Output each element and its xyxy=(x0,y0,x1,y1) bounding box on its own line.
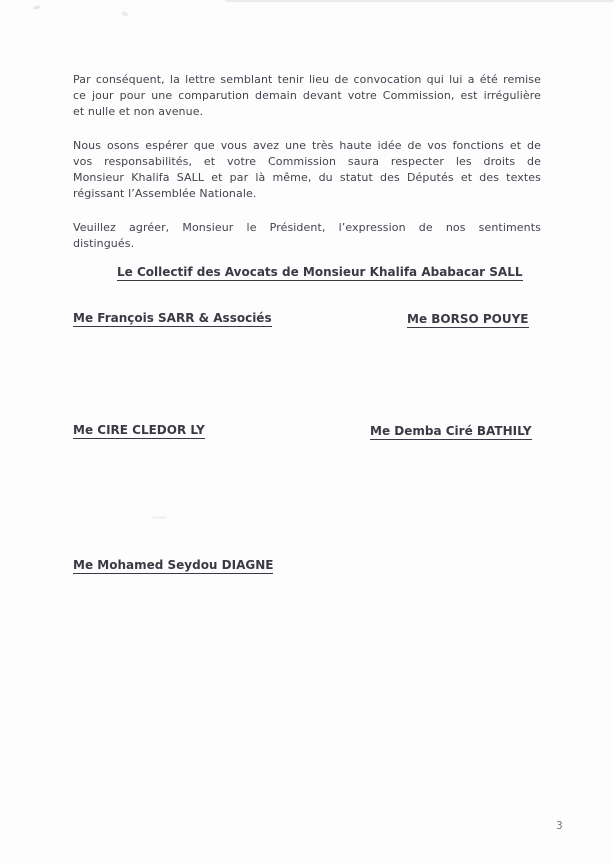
signatory-cire-cledor-ly xyxy=(73,423,205,439)
signatory-demba-cire-bathily xyxy=(370,424,532,440)
collective-heading-text: Le Collectif des Avocats de Monsieur Khalifa Ababacar SALL xyxy=(117,265,523,279)
paragraph-consequent: Par conséquent, la lettre semblant tenir lieu de convocation qui lui a été remise ce jour pour une comparution demain devant votre Commission, est irrégulière et nulle et non avenue. xyxy=(73,73,541,118)
scan-smudge xyxy=(121,11,128,17)
signatory-francois-sarr xyxy=(73,311,272,327)
scan-edge-artifact xyxy=(225,0,614,2)
signatory-name: Me CIRE CLEDOR LY xyxy=(73,423,205,437)
signatory-borso-pouye xyxy=(407,312,529,328)
scan-smudge xyxy=(33,5,41,10)
signatory-mohamed-seydou-diagne xyxy=(73,558,273,574)
signatory-name: Me BORSO POUYE xyxy=(407,312,529,326)
signatory-name: Me François SARR & Associés xyxy=(73,311,272,325)
page-number: 3 xyxy=(556,820,563,832)
paragraph-veuillez-agreer: Veuillez agréer, Monsieur le Président, l’expression de nos sentiments distingués. xyxy=(73,221,541,250)
paragraph-nous-osons: Nous osons espérer que vous avez une très haute idée de vos fonctions et de vos responsabilités, et votre Commission saura respecter les droits de Monsieur Khalifa SALL et par là même, du statut des Députés et des textes régissant l’Assemblée Nationale. xyxy=(73,139,541,200)
scan-smudge xyxy=(152,516,166,519)
signatory-name: Me Demba Ciré BATHILY xyxy=(370,424,532,438)
collective-heading xyxy=(117,265,523,281)
signatory-name: Me Mohamed Seydou DIAGNE xyxy=(73,558,274,572)
